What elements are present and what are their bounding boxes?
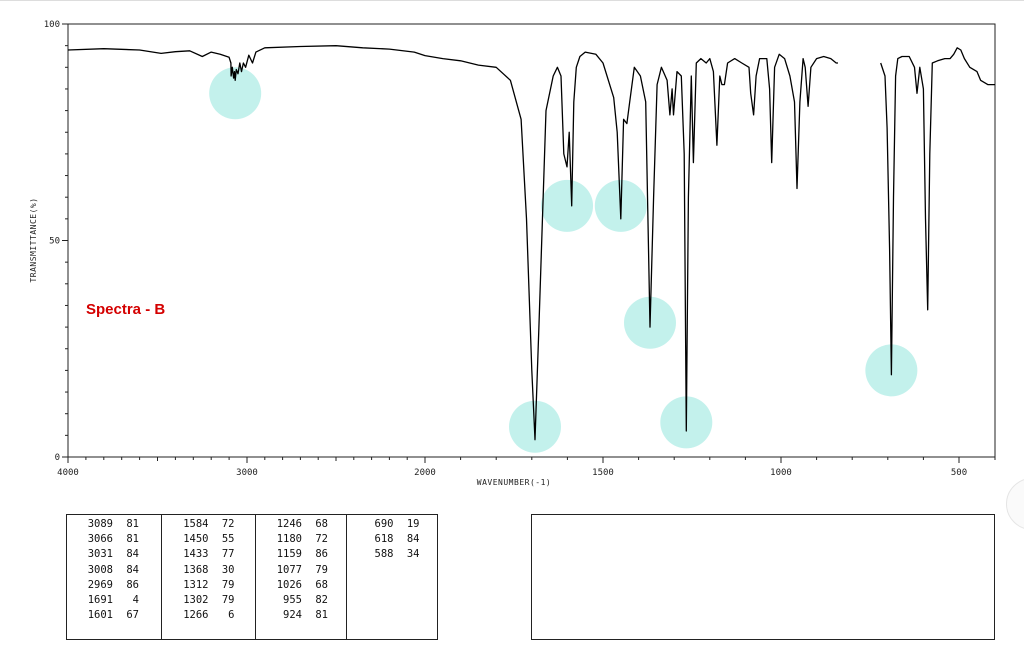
peak-highlight-circle xyxy=(541,180,593,232)
peak-transmittance: 79 xyxy=(221,594,235,607)
peak-table-row xyxy=(353,547,433,562)
peak-transmittance: 4 xyxy=(132,594,139,607)
peak-transmittance: 67 xyxy=(126,609,139,622)
x-tick-label: 2000 xyxy=(414,468,436,478)
peak-wavenumber: 1246 xyxy=(276,518,302,530)
peak-wavenumber: 1026 xyxy=(276,578,302,591)
peak-wavenumber: 1159 xyxy=(276,548,302,561)
peak-transmittance: 86 xyxy=(315,548,328,561)
peak-table-row xyxy=(73,593,157,608)
peak-wavenumber: 588 xyxy=(374,548,394,561)
peak-transmittance: 84 xyxy=(126,548,139,561)
spectrum-line xyxy=(68,46,838,440)
peak-table-row xyxy=(73,578,157,593)
peak-table-row xyxy=(73,517,157,532)
peak-table-row xyxy=(262,563,343,578)
x-tick-label: 3000 xyxy=(236,468,258,478)
peak-transmittance: 84 xyxy=(406,533,420,546)
peak-wavenumber: 3066 xyxy=(87,533,113,546)
peak-transmittance: 77 xyxy=(221,548,235,561)
peak-transmittance: 55 xyxy=(221,533,235,546)
empty-panel xyxy=(531,514,995,640)
peak-wavenumber: 618 xyxy=(374,533,394,546)
peak-wavenumber: 955 xyxy=(283,594,302,607)
peak-wavenumber: 1180 xyxy=(276,533,302,546)
peak-wavenumber: 690 xyxy=(374,518,394,530)
peak-wavenumber: 1302 xyxy=(183,594,209,607)
peak-table-row xyxy=(262,578,343,593)
x-tick-label: 500 xyxy=(950,468,968,478)
x-axis-title: WAVENUMBER(-1) xyxy=(476,478,552,487)
peak-table-row xyxy=(262,547,343,562)
peak-table-row xyxy=(262,593,343,608)
peak-transmittance: 81 xyxy=(126,518,139,530)
peak-wavenumber: 924 xyxy=(283,609,302,622)
peak-table-row xyxy=(168,593,251,608)
plot-frame xyxy=(68,24,995,457)
peak-table xyxy=(66,514,438,640)
peak-wavenumber: 1266 xyxy=(183,609,209,622)
peak-table-row xyxy=(353,517,433,532)
peak-table-column xyxy=(256,515,348,639)
x-tick-label: 1000 xyxy=(770,468,792,478)
peak-transmittance: 72 xyxy=(221,518,235,530)
peak-wavenumber: 1601 xyxy=(87,609,113,622)
peak-table-row xyxy=(73,608,157,623)
peak-wavenumber: 3008 xyxy=(87,563,113,576)
peak-transmittance: 86 xyxy=(126,578,139,591)
peak-table-row xyxy=(262,517,343,532)
spectra-label: Spectra - B xyxy=(86,301,166,318)
peak-table-row xyxy=(73,563,157,578)
peak-transmittance: 30 xyxy=(221,563,235,576)
peak-wavenumber: 1450 xyxy=(183,533,209,546)
peak-transmittance: 79 xyxy=(315,563,328,576)
plot-area xyxy=(44,20,995,478)
peak-wavenumber: 3031 xyxy=(87,548,113,561)
peak-wavenumber: 2969 xyxy=(87,578,113,591)
peak-transmittance: 82 xyxy=(315,594,328,607)
peak-table-row xyxy=(262,532,343,547)
x-tick-label: 1500 xyxy=(592,468,614,478)
peak-table-row xyxy=(353,532,433,547)
peak-transmittance: 34 xyxy=(406,548,420,561)
y-tick-label: 0 xyxy=(54,453,60,463)
y-tick-label: 100 xyxy=(43,20,60,30)
peak-table-row xyxy=(73,532,157,547)
peak-transmittance: 19 xyxy=(406,518,420,530)
peak-table-row xyxy=(168,608,251,623)
peak-transmittance: 6 xyxy=(228,609,235,622)
peak-table-row xyxy=(262,608,343,623)
y-tick-label: 50 xyxy=(49,236,60,247)
y-axis-title: TRANSMITTANCE(%) xyxy=(29,197,38,283)
peak-transmittance: 68 xyxy=(315,578,328,591)
peak-table-column xyxy=(347,515,437,639)
peak-transmittance: 68 xyxy=(315,518,328,530)
peak-table-row xyxy=(168,578,251,593)
x-tick-label: 4000 xyxy=(57,468,79,478)
peak-transmittance: 72 xyxy=(315,533,328,546)
peak-wavenumber: 1077 xyxy=(276,563,302,576)
peak-wavenumber: 1368 xyxy=(183,563,209,576)
peak-transmittance: 79 xyxy=(221,578,235,591)
peak-table-column xyxy=(162,515,256,639)
peak-transmittance: 81 xyxy=(315,609,328,622)
peak-table-row xyxy=(168,547,251,562)
peak-transmittance: 84 xyxy=(126,563,139,576)
spectrum-line xyxy=(881,48,995,375)
peak-table-row xyxy=(168,563,251,578)
peak-wavenumber: 1691 xyxy=(87,594,113,607)
peak-transmittance: 81 xyxy=(126,533,139,546)
peak-table-row xyxy=(168,517,251,532)
peak-wavenumber: 3089 xyxy=(87,518,113,530)
peak-wavenumber: 1312 xyxy=(183,578,209,591)
peak-table-row xyxy=(168,532,251,547)
peak-table-column xyxy=(67,515,162,639)
peak-wavenumber: 1433 xyxy=(183,548,209,561)
peak-wavenumber: 1584 xyxy=(183,518,209,530)
peak-table-row xyxy=(73,547,157,562)
